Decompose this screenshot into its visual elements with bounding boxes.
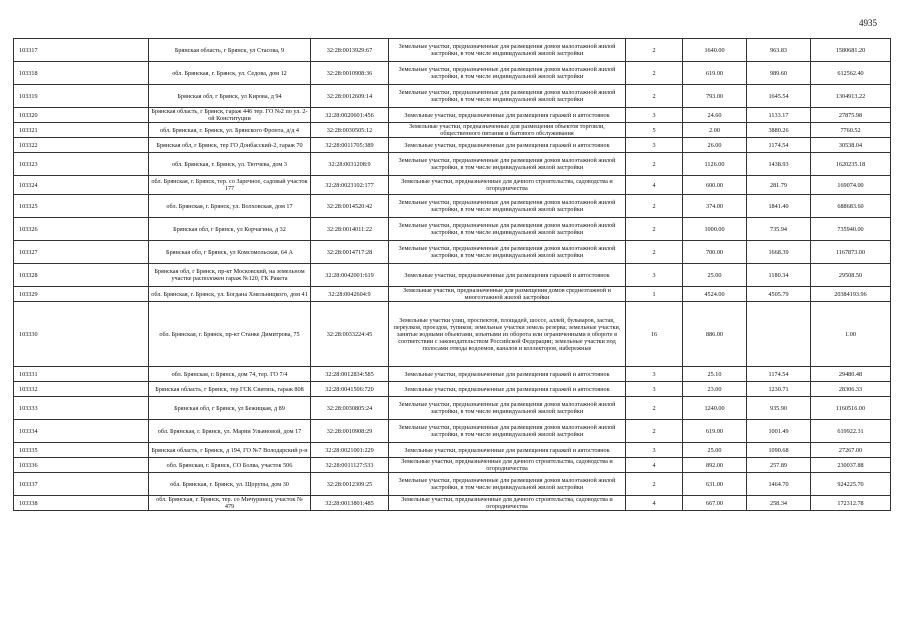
cadastral-value-cell: 27875.98 — [811, 108, 891, 123]
group-cell: 4 — [626, 496, 683, 511]
group-cell: 2 — [626, 397, 683, 420]
row-id: 103335 — [14, 443, 149, 458]
table-row — [14, 62, 891, 85]
row-id: 103331 — [14, 367, 149, 382]
land-use-cell: Земельные участки, предназначенные для размещения домов малоэтажной жилой застройки, в том числе индивидуальной жилой застройки — [389, 420, 626, 443]
cadastral-value-cell: 20384193.96 — [811, 287, 891, 302]
cadastral-number-cell: 32:28:0033224:45 — [311, 302, 389, 367]
table-row — [14, 496, 891, 511]
cadastral-value-cell: 30538.04 — [811, 138, 891, 153]
group-cell: 3 — [626, 443, 683, 458]
cadastral-number-cell: 32:28:0012309:25 — [311, 473, 389, 496]
table-row — [14, 138, 891, 153]
row-id: 103328 — [14, 264, 149, 287]
table-row — [14, 287, 891, 302]
land-use-cell: Земельные участки, предназначенные для размещения домов малоэтажной жилой застройки, в том числе индивидуальной жилой застройки — [389, 85, 626, 108]
cadastral-value-cell: 612562.40 — [811, 62, 891, 85]
group-cell: 2 — [626, 218, 683, 241]
area-cell: 25.10 — [683, 367, 747, 382]
area-cell: 23.00 — [683, 382, 747, 397]
specific-value-cell: 935.90 — [747, 397, 811, 420]
specific-value-cell: 1841.40 — [747, 195, 811, 218]
land-use-cell: Земельные участки, предназначенные для размещения домов малоэтажной жилой застройки, в том числе индивидуальной жилой застройки — [389, 153, 626, 176]
area-cell: 1640.00 — [683, 39, 747, 62]
cadastral-number-cell: 32:28:0013801:485 — [311, 496, 389, 511]
address-cell: обл. Брянская, г. Брянск, СО Болва, участок 506 — [149, 458, 311, 473]
cadastral-number-cell: 32:28:0014011:22 — [311, 218, 389, 241]
row-id: 103329 — [14, 287, 149, 302]
land-use-cell: Земельные участки, предназначенные для дачного строительства, садоводства и огородничества — [389, 176, 626, 195]
cadastral-number-cell: 32:28:0020601:456 — [311, 108, 389, 123]
row-id: 103322 — [14, 138, 149, 153]
table-row — [14, 123, 891, 138]
row-id: 103330 — [14, 302, 149, 367]
area-cell: 25.00 — [683, 443, 747, 458]
address-cell: Брянская область, г Брянск, гараж 446 тер. ГО №2 по ул. 2-ой Конституции — [149, 108, 311, 123]
group-cell: 2 — [626, 473, 683, 496]
address-cell: Брянская обл, г Брянск, ул Комсомольская, 64 А — [149, 241, 311, 264]
specific-value-cell: 1090.68 — [747, 443, 811, 458]
row-id: 103337 — [14, 473, 149, 496]
row-id: 103325 — [14, 195, 149, 218]
group-cell: 3 — [626, 367, 683, 382]
group-cell: 1 — [626, 287, 683, 302]
cadastral-value-cell: 1304913.22 — [811, 85, 891, 108]
area-cell: 25.00 — [683, 264, 747, 287]
specific-value-cell: 1001.49 — [747, 420, 811, 443]
cadastral-value-cell: 1.00 — [811, 302, 891, 367]
cadastral-number-cell: 32:28:0011705:389 — [311, 138, 389, 153]
land-use-cell: Земельные участки, предназначенные для размещения гаражей и автостоянок — [389, 264, 626, 287]
table-row — [14, 420, 891, 443]
land-use-cell: Земельные участки, предназначенные для размещения домов малоэтажной жилой застройки, в том числе индивидуальной жилой застройки — [389, 241, 626, 264]
group-cell: 2 — [626, 85, 683, 108]
row-id: 103332 — [14, 382, 149, 397]
cadastral-number-cell: 32:28:0030505:12 — [311, 123, 389, 138]
land-use-cell: Земельные участки, предназначенные для размещения гаражей и автостоянок — [389, 367, 626, 382]
area-cell: 4524.00 — [683, 287, 747, 302]
table-row — [14, 176, 891, 195]
row-id: 103320 — [14, 108, 149, 123]
cadastral-value-cell: 924225.70 — [811, 473, 891, 496]
land-use-cell: Земельные участки, предназначенные для размещения гаражей и автостоянок — [389, 382, 626, 397]
group-cell: 16 — [626, 302, 683, 367]
row-id: 103318 — [14, 62, 149, 85]
specific-value-cell: 989.60 — [747, 62, 811, 85]
cadastral-value-cell: 688683.60 — [811, 195, 891, 218]
table-row — [14, 367, 891, 382]
group-cell: 2 — [626, 39, 683, 62]
cadastral-number-cell: 32:28:0013929:67 — [311, 39, 389, 62]
group-cell: 4 — [626, 176, 683, 195]
row-id: 103336 — [14, 458, 149, 473]
row-id: 103324 — [14, 176, 149, 195]
land-use-cell: Земельные участки, предназначенные для размещения объектов торговли, общественного питания и бытового обслуживания — [389, 123, 626, 138]
land-use-cell: Земельные участки, предназначенные для размещения домов малоэтажной жилой застройки, в том числе индивидуальной жилой застройки — [389, 62, 626, 85]
area-cell: 886.00 — [683, 302, 747, 367]
specific-value-cell: 258.34 — [747, 496, 811, 511]
address-cell: Брянская обл, г Брянск, тер ГО Донбасский-2, гараж 70 — [149, 138, 311, 153]
group-cell: 3 — [626, 108, 683, 123]
page-number: 4935 — [859, 18, 877, 28]
address-cell: обл. Брянская, г. Брянск, тер. со Заречное, садовый участок 177 — [149, 176, 311, 195]
area-cell: 1000.00 — [683, 218, 747, 241]
area-cell: 374.00 — [683, 195, 747, 218]
group-cell: 3 — [626, 264, 683, 287]
address-cell: обл. Брянская, г. Брянск, ул. Седова, дом 12 — [149, 62, 311, 85]
cadastral-value-cell: 29508.50 — [811, 264, 891, 287]
specific-value-cell: 281.79 — [747, 176, 811, 195]
group-cell: 5 — [626, 123, 683, 138]
specific-value-cell: 735.94 — [747, 218, 811, 241]
cadastral-number-cell: 32:28:0012834:585 — [311, 367, 389, 382]
table-row — [14, 195, 891, 218]
area-cell: 892.00 — [683, 458, 747, 473]
specific-value-cell: 1174.54 — [747, 138, 811, 153]
row-id: 103317 — [14, 39, 149, 62]
address-cell: обл. Брянская, г. Брянск, тер. со Мичуринец, участок № 479 — [149, 496, 311, 511]
table-row — [14, 108, 891, 123]
cadastral-value-cell: 169074.00 — [811, 176, 891, 195]
group-cell: 2 — [626, 195, 683, 218]
specific-value-cell — [747, 302, 811, 367]
specific-value-cell: 1133.17 — [747, 108, 811, 123]
cadastral-number-cell: 32:28:0010908:29 — [311, 420, 389, 443]
cadastral-value-cell: 1580681.20 — [811, 39, 891, 62]
land-use-cell: Земельные участки, предназначенные для дачного строительства, садоводства и огородничества — [389, 458, 626, 473]
table-row — [14, 458, 891, 473]
row-id: 103326 — [14, 218, 149, 241]
cadastral-value-cell: 1160516.00 — [811, 397, 891, 420]
table-row — [14, 473, 891, 496]
address-cell: обл. Брянская, г. Брянск, ул. Тютчева, дом 3 — [149, 153, 311, 176]
area-cell: 2.00 — [683, 123, 747, 138]
address-cell: обл. Брянская, г. Брянск, ул. Брянского Фронта, д/д 4 — [149, 123, 311, 138]
cadastral-value-cell: 1167873.00 — [811, 241, 891, 264]
group-cell: 3 — [626, 382, 683, 397]
address-cell: Брянская область, г Брянск, тер ГСК Свитязь, гараж 808 — [149, 382, 311, 397]
land-use-cell: Земельные участки, предназначенные для дачного строительства, садоводства и огородничества — [389, 496, 626, 511]
row-id: 103334 — [14, 420, 149, 443]
cadastral-value-cell: 28306.33 — [811, 382, 891, 397]
table-row — [14, 443, 891, 458]
cadastral-number-cell: 32:28:0031208:9 — [311, 153, 389, 176]
table-row — [14, 302, 891, 367]
address-cell: обл. Брянская, г. Брянск, ул. Волховская, дом 17 — [149, 195, 311, 218]
area-cell: 26.00 — [683, 138, 747, 153]
row-id: 103321 — [14, 123, 149, 138]
cadastral-number-cell: 32:28:0014520:42 — [311, 195, 389, 218]
table-row — [14, 397, 891, 420]
specific-value-cell: 3880.26 — [747, 123, 811, 138]
table-row — [14, 39, 891, 62]
group-cell: 2 — [626, 153, 683, 176]
area-cell: 619.00 — [683, 420, 747, 443]
specific-value-cell: 1180.34 — [747, 264, 811, 287]
group-cell: 2 — [626, 241, 683, 264]
specific-value-cell: 1645.54 — [747, 85, 811, 108]
area-cell: 793.00 — [683, 85, 747, 108]
address-cell: обл. Брянская, г. Брянск, ул. Щорупы, дом 30 — [149, 473, 311, 496]
table-row — [14, 85, 891, 108]
group-cell: 2 — [626, 62, 683, 85]
land-use-cell: Земельные участки, предназначенные для размещения гаражей и автостоянок — [389, 108, 626, 123]
cadastral-value-cell: 735940.00 — [811, 218, 891, 241]
address-cell: обл. Брянская, г. Брянск, ул. Марии Ульяновой, дом 17 — [149, 420, 311, 443]
cadastral-value-table — [13, 38, 891, 511]
address-cell: обл. Брянская, г. Брянск, дом 74, тер. ГО 7/4 — [149, 367, 311, 382]
cadastral-value-cell: 7760.52 — [811, 123, 891, 138]
land-use-cell: Земельные участки, предназначенные для размещения гаражей и автостоянок — [389, 443, 626, 458]
cadastral-number-cell: 32:28:0041506:720 — [311, 382, 389, 397]
area-cell: 1126.00 — [683, 153, 747, 176]
cadastral-value-cell: 27267.00 — [811, 443, 891, 458]
land-use-cell: Земельные участки, предназначенные для размещения домов малоэтажной жилой застройки, в том числе индивидуальной жилой застройки — [389, 473, 626, 496]
address-cell: Брянская обл, г Брянск, пр-кт Московский, на земельном участке расположен гараж №120, ГК Ракета — [149, 264, 311, 287]
group-cell: 4 — [626, 458, 683, 473]
land-use-cell: Земельные участки, предназначенные для размещения гаражей и автостоянок — [389, 138, 626, 153]
address-cell: Брянская обл, г Брянск, ул Кирова, д 94 — [149, 85, 311, 108]
cadastral-value-cell: 230037.88 — [811, 458, 891, 473]
cadastral-number-cell: 32:28:0042001:619 — [311, 264, 389, 287]
specific-value-cell: 1668.39 — [747, 241, 811, 264]
cadastral-value-cell: 1620235.18 — [811, 153, 891, 176]
cadastral-number-cell: 32:28:0011127:533 — [311, 458, 389, 473]
table-row — [14, 382, 891, 397]
specific-value-cell: 4505.79 — [747, 287, 811, 302]
address-cell: обл. Брянская, г. Брянск, пр-кт Станке Димитрова, 75 — [149, 302, 311, 367]
row-id: 103323 — [14, 153, 149, 176]
land-use-cell: Земельные участки, предназначенные для размещения домов малоэтажной жилой застройки, в том числе индивидуальной жилой застройки — [389, 218, 626, 241]
cadastral-number-cell: 32:28:0042604:9 — [311, 287, 389, 302]
area-cell: 667.00 — [683, 496, 747, 511]
area-cell: 600.00 — [683, 176, 747, 195]
address-cell: обл. Брянская, г. Брянск, ул. Богдана Хмельницкого, дом 41 — [149, 287, 311, 302]
land-use-cell: Земельные участки, предназначенные для размещения домов малоэтажной жилой застройки, в том числе индивидуальной жилой застройки — [389, 195, 626, 218]
address-cell: Брянская обл, г Брянск, ул Бежицкая, д 89 — [149, 397, 311, 420]
specific-value-cell: 1230.71 — [747, 382, 811, 397]
area-cell: 631.00 — [683, 473, 747, 496]
specific-value-cell: 1174.54 — [747, 367, 811, 382]
specific-value-cell: 257.89 — [747, 458, 811, 473]
land-use-cell: Земельные участки, предназначенные для размещения домов малоэтажной жилой застройки, в том числе индивидуальной жилой застройки — [389, 397, 626, 420]
address-cell: Брянская область, г Брянск, д 194, ГО №7 Володарский р-н — [149, 443, 311, 458]
table-row — [14, 218, 891, 241]
land-use-cell: Земельные участки, предназначенные для размещения домов малоэтажной жилой застройки, в том числе индивидуальной жилой застройки — [389, 39, 626, 62]
address-cell: Брянская область, г Брянск, ул Стасова, 9 — [149, 39, 311, 62]
row-id: 103327 — [14, 241, 149, 264]
table-row — [14, 153, 891, 176]
cadastral-number-cell: 32:28:0023102:177 — [311, 176, 389, 195]
specific-value-cell: 1438.93 — [747, 153, 811, 176]
cadastral-number-cell: 32:28:0021001:229 — [311, 443, 389, 458]
row-id: 103319 — [14, 85, 149, 108]
address-cell: Брянская обл, г Брянск, ул Корчагина, д 32 — [149, 218, 311, 241]
group-cell: 3 — [626, 138, 683, 153]
table-row — [14, 264, 891, 287]
cadastral-number-cell: 32:28:0030805:24 — [311, 397, 389, 420]
cadastral-number-cell: 32:28:0014717:28 — [311, 241, 389, 264]
land-use-cell: Земельные участки улиц, проспектов, площадей, шоссе, аллей, бульваров, застав, переулков, проездов, тупиков; земельные участки земель резерва; земельные участки, занятые водными объектами, изъятыми из оборота или ограниченными в обороте в соответствии с законодательством Российской Федерации; земельные участки под полосами отвода водоемов, каналов и коллекторов, набережные — [389, 302, 626, 367]
cadastral-number-cell: 32:28:0012609:14 — [311, 85, 389, 108]
group-cell: 2 — [626, 420, 683, 443]
row-id: 103333 — [14, 397, 149, 420]
cadastral-value-cell: 619922.31 — [811, 420, 891, 443]
area-cell: 619.00 — [683, 62, 747, 85]
area-cell: 700.00 — [683, 241, 747, 264]
row-id: 103338 — [14, 496, 149, 511]
cadastral-number-cell: 32:28:0010908:36 — [311, 62, 389, 85]
cadastral-value-cell: 29480.48 — [811, 367, 891, 382]
area-cell: 1240.00 — [683, 397, 747, 420]
cadastral-value-cell: 172312.78 — [811, 496, 891, 511]
area-cell: 24.60 — [683, 108, 747, 123]
specific-value-cell: 1464.70 — [747, 473, 811, 496]
specific-value-cell: 963.83 — [747, 39, 811, 62]
land-use-cell: Земельные участки, предназначенные для размещения домов среднеэтажной и многоэтажной жилой застройки — [389, 287, 626, 302]
table-row — [14, 241, 891, 264]
